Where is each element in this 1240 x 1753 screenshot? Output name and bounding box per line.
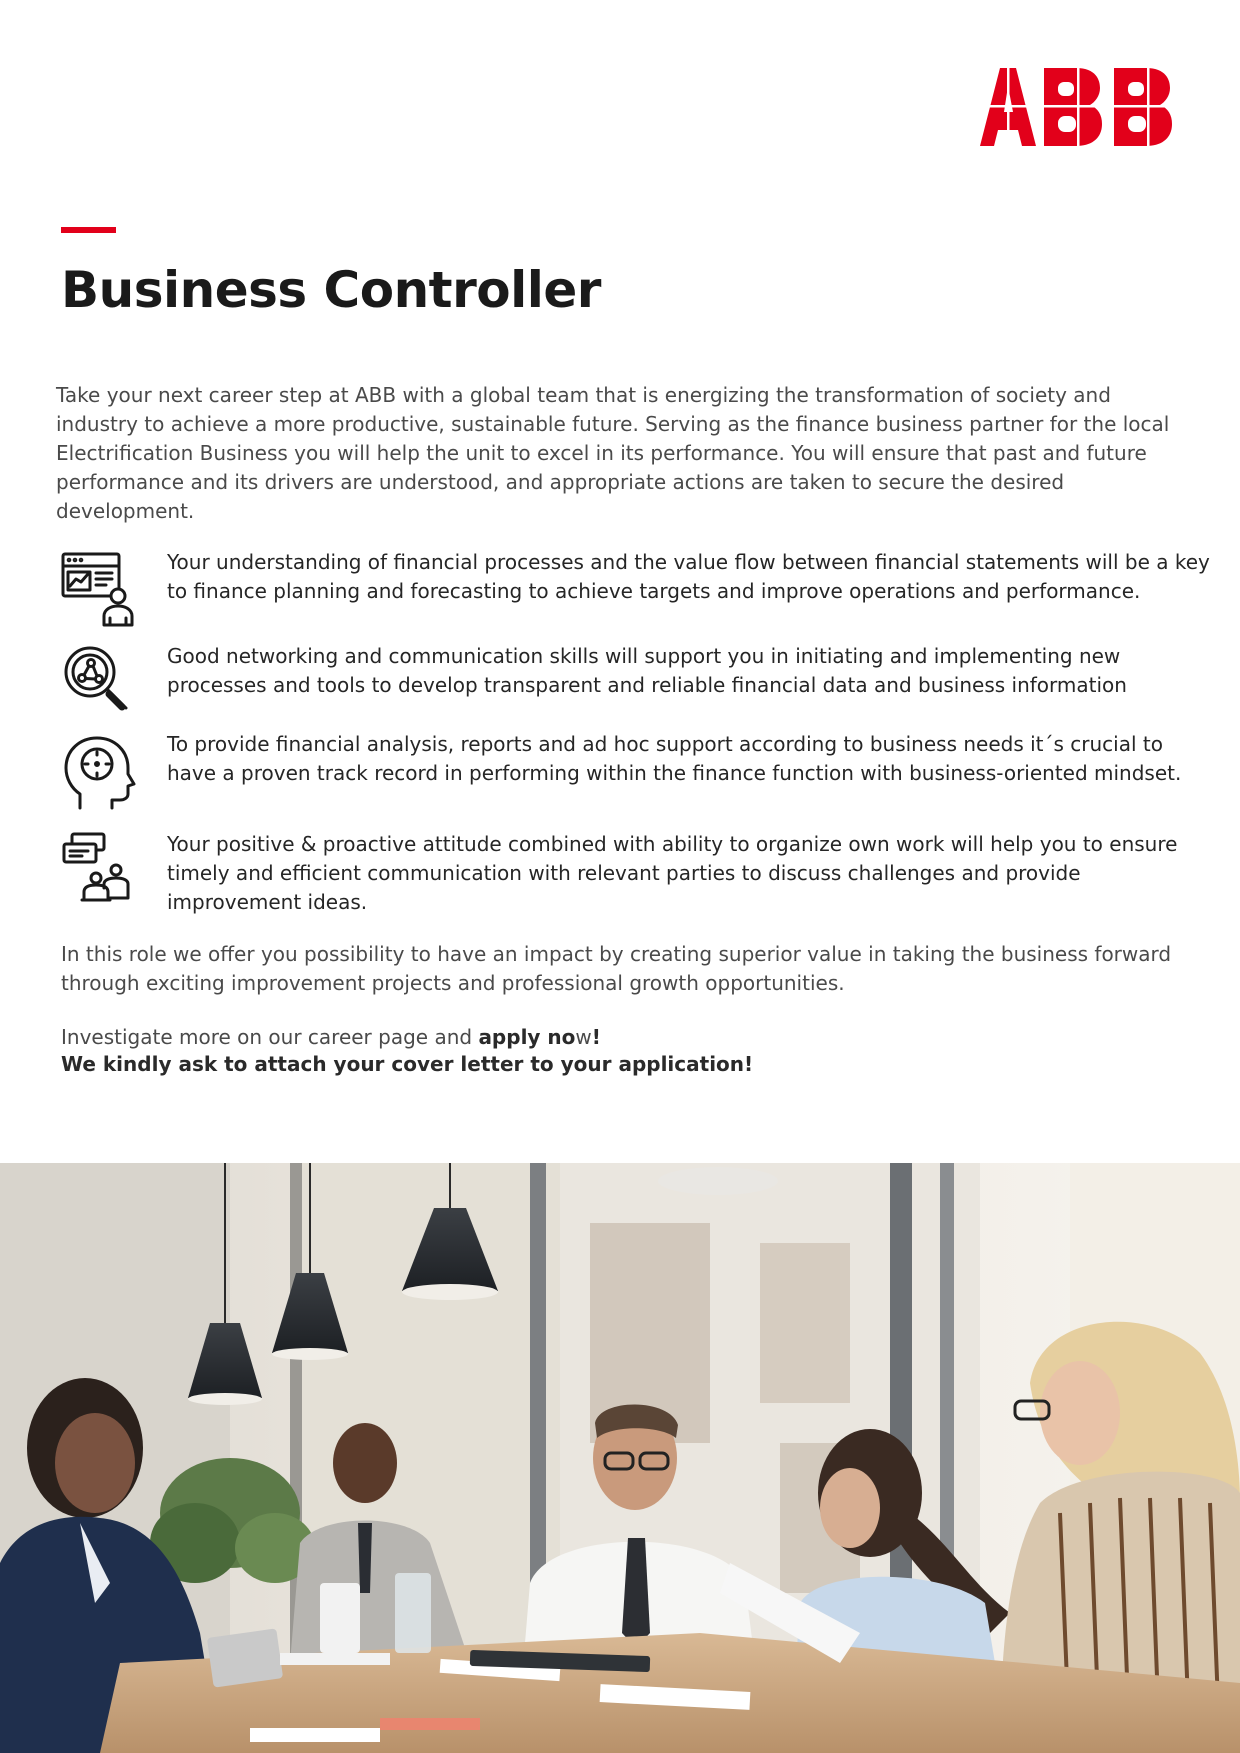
apply-now-link-suffix[interactable]: w <box>575 1025 592 1049</box>
apply-line <box>61 1024 1181 1051</box>
network-magnifier-icon <box>60 642 136 726</box>
cover-letter-note: We kindly ask to attach your cover letter to your application! <box>61 1052 754 1076</box>
page-title: Business Controller <box>61 261 601 319</box>
abb-logo <box>980 68 1180 146</box>
apply-prefix: Investigate more on our career page and <box>61 1025 479 1049</box>
apply-exclamation: ! <box>591 1025 601 1049</box>
team-communication-icon <box>60 830 136 914</box>
offer-paragraph: In this role we offer you possibility to have an impact by creating superior value in taking the business forward through exciting improvement projects and professional growth opportunities. <box>61 942 1172 995</box>
intro-paragraph: Take your next career step at ABB with a global team that is energizing the transformation of society and industry to achieve a more productive, sustainable future. Serving as the finance business partner for the local Electrification Business you will help the unit to excel in its performance. You will ensure that past and future performance and its drivers are understood, and appropriate actions are taken to secure the desired development. <box>56 383 1170 523</box>
feature-text: Good networking and communication skills will support you in initiating and implementing new processes and tools to develop transparent and reliable financial data and business information <box>167 644 1127 697</box>
title-accent-bar <box>61 227 116 233</box>
feature-text: Your positive & proactive attitude combined with ability to organize own work will help you to ensure timely and efficient communication with relevant parties to discuss challenges and provide improvement ideas. <box>167 832 1178 914</box>
head-analysis-icon <box>60 730 136 814</box>
finance-dashboard-person-icon <box>60 548 136 632</box>
apply-section <box>61 1024 1181 1078</box>
feature-text: Your understanding of financial processes and the value flow between financial statements will be a key to finance planning and forecasting to achieve targets and improve operations and performance. <box>167 550 1210 603</box>
team-meeting-photo <box>0 1163 1240 1753</box>
feature-text: To provide financial analysis, reports and ad hoc support according to business needs it´s crucial to have a proven track record in performing within the finance function with business-oriented mindset. <box>167 732 1182 785</box>
apply-now-link[interactable]: apply no <box>478 1025 576 1049</box>
